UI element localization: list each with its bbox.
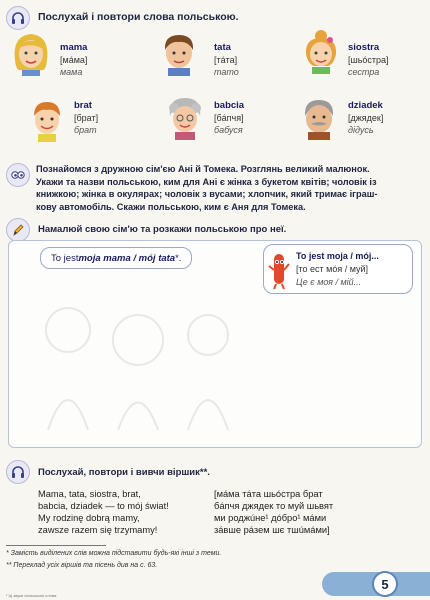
footnote-divider: [6, 545, 106, 546]
word-pl: brat: [74, 100, 92, 111]
word-dziadek: [348, 100, 383, 136]
word-pl: mama: [60, 42, 88, 53]
pencil-icon: [6, 218, 30, 242]
headphones-icon: [6, 460, 30, 484]
word-brat: [74, 100, 98, 136]
faint-sketch-background: [28, 290, 258, 440]
word-translation: дідусь: [348, 125, 374, 135]
bubble-prefix: To jest: [51, 252, 79, 264]
poem-line: zawsze razem się trzymamy!: [38, 525, 158, 535]
section2-line: книжкою; жінка в окулярах; чоловік з вусами; хлопчик, який тримає іграш-: [36, 189, 378, 200]
bubble-footnote-mark: *.: [175, 252, 182, 264]
poem-line: Mama, tata, siostra, brat,: [38, 489, 141, 499]
word-pl: siostra: [348, 42, 380, 53]
poem-line: [мáма тáта шьóстра брат: [214, 489, 323, 499]
poem-line: бáпчя джядек то муй шьвят: [214, 501, 334, 511]
word-transcription: [бáпчя]: [214, 113, 244, 123]
word-translation: сестра: [348, 67, 380, 77]
page-number: 5: [372, 571, 398, 597]
poem-line: babcia, dziadek — to mój świat!: [38, 501, 169, 511]
footnote-2: ** Переклад усіх віршів та пісень див на с. 63.: [6, 562, 158, 569]
word-mama: [60, 42, 87, 78]
footnote-tiny: ¹ Ці звуки польською слова.: [6, 593, 58, 598]
word-siostra: [348, 42, 389, 78]
headphones-icon: [6, 6, 30, 30]
footnote-1: * Замість виділених слів можна підставити будь-які інші з теми.: [6, 550, 222, 557]
word-translation: бабуся: [214, 125, 243, 135]
word-transcription: [шьóстра]: [348, 55, 389, 65]
poem-polish: [38, 488, 169, 536]
siostra-face-icon: [300, 28, 342, 74]
word-babcia: [214, 100, 244, 136]
hint-translation: Це є моя / мій...: [296, 277, 362, 287]
dziadek-face-icon: [298, 94, 340, 140]
word-transcription: [мáма]: [60, 55, 88, 65]
babcia-face-icon: [164, 94, 206, 140]
word-pl: dziadek: [348, 100, 383, 111]
example-speech-bubble: [40, 247, 192, 269]
bubble-bold-phrase: moja mama / mój tata: [78, 252, 176, 264]
poem-transcription: [214, 488, 333, 536]
section3-title: Намалюй свою сім'ю та розкажи польською про неї.: [38, 224, 287, 235]
word-translation: брат: [74, 125, 97, 135]
word-transcription: [брат]: [74, 113, 99, 123]
tata-face-icon: [158, 30, 200, 76]
section1-title: Послухай і повтори слова польською.: [38, 11, 239, 23]
hint-transcription: [то ест мóя / муй]: [296, 264, 369, 274]
poem-line: My rodzinę dobrą mamy,: [38, 513, 140, 523]
word-pl: babcia: [214, 100, 245, 111]
section2-line: Познайомся з дружною сім'єю Ані й Томека. Розглянь великий малюнок.: [36, 164, 370, 174]
hint-polish: To jest moja / mój...: [296, 251, 379, 261]
word-tata: [214, 42, 239, 78]
word-translation: тато: [214, 67, 239, 77]
word-transcription: [тáта]: [214, 55, 238, 65]
mascot-icon: [268, 250, 290, 290]
section2-line: кову автомобіль. Скажи польською, ким є Аня для Томека.: [36, 201, 306, 212]
brat-face-icon: [26, 96, 68, 142]
section2-text: [36, 163, 377, 213]
word-transcription: [джядек]: [348, 113, 384, 123]
mama-face-icon: [10, 30, 52, 76]
word-pl: tata: [214, 42, 231, 53]
poem-line: ми роджúнe¹ дóбро¹ мáми: [214, 513, 327, 523]
section4-title: Послухай, повтори і вивчи віршик**.: [38, 467, 210, 478]
word-translation: мама: [60, 67, 83, 77]
section2-line: Укажи та назви польською, ким для Ані є жінка з букетом квітів; чоловік із: [36, 176, 377, 187]
poem-line: зáвше рáзем шє тшúмáми]: [214, 525, 330, 535]
eyes-icon: [6, 163, 30, 187]
